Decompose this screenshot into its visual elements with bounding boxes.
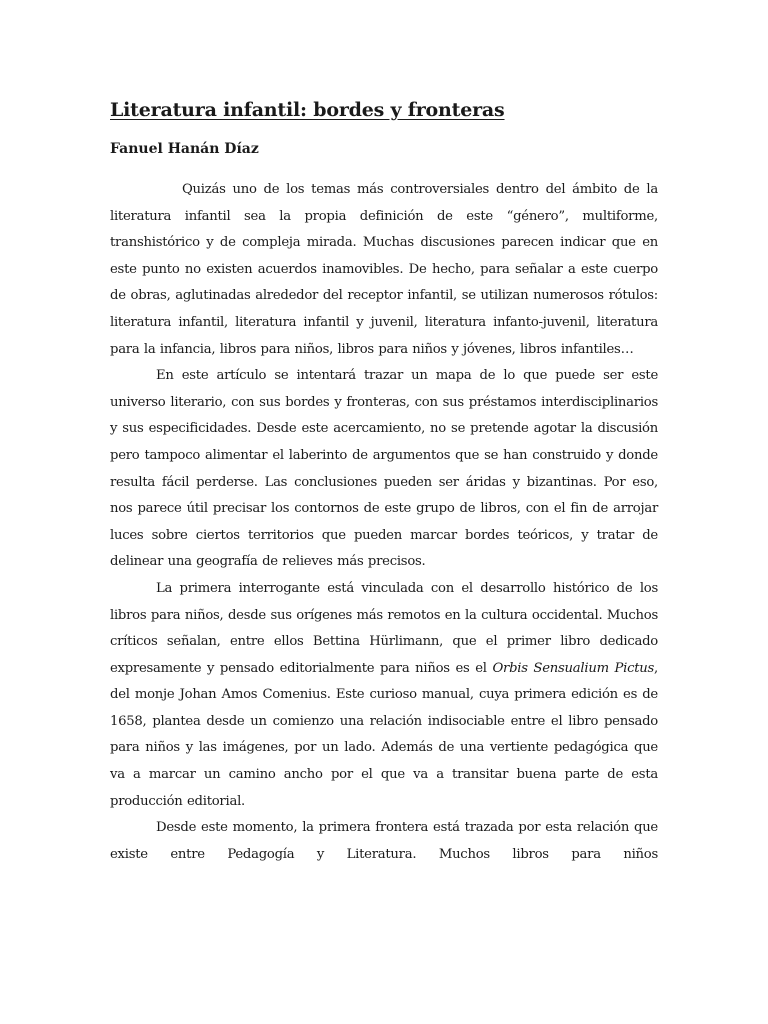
paragraph-2: En este artículo se intentará trazar un mapa de lo que puede ser este universo literario, con sus bordes y fronteras, con sus préstamos interdisciplinarios y sus especificidades. Desde este acercamiento, no se pretende agotar la discusión pero tampoco alimentar el laberinto de argumentos que se han construido y donde resulta fácil perderse. Las conclusiones pueden ser áridas y bizantinas. Por eso, nos parece útil precisar los contornos de este grupo de libros, con el fin de arrojar luces sobre ciertos territorios que pueden marcar bordes teóricos, y tratar de delinear una geografía de relieves más precisos. — [110, 368, 658, 570]
document-author: Fanuel Hanán Díaz — [110, 141, 259, 157]
document-title: Literatura infantil: bordes y fronteras — [110, 99, 505, 121]
paragraph-4: Desde este momento, la primera frontera está trazada por esta relación que existe entre Pedagogía y Literatura. Muchos libros para niños — [110, 820, 658, 862]
book-title-italic: Orbis Sensualium Pictus — [492, 660, 655, 676]
paragraph-3-text-before: La primera interrogante está vinculada con el desarrollo histórico de los libros para niños, desde sus orígenes más remotos en la cultura occidental. Muchos críticos señalan, entre ellos Bettina Hürlimann, que el primer libro dedicado expresamente y pensado editorialmente para niños es el — [110, 580, 658, 676]
paragraph-3-text-after: , del monje Johan Amos Comenius. Este curioso manual, cuya primera edición es de 1658, plantea desde un comienzo una relación indisociable entre el libro pensado para niños y las imágenes, por un lado. Además de una vertiente pedagógica que va a marcar un camino ancho por el que va a transitar buena parte de esta producción editorial. — [110, 660, 658, 809]
paragraph-1: Quizás uno de los temas más controversiales dentro del ámbito de la literatura infantil sea la propia definición de este “género”, multiforme, transhistórico y de compleja mirada. Muchas discusiones parecen indicar que en este punto no existen acuerdos inamovibles. De hecho, para señalar a este cuerpo de obras, aglutinadas alrededor del receptor infantil, se utilizan numerosos rótulos: literatura infantil, literatura infantil y juvenil, literatura infanto-juvenil, literatura para la infancia, libros para niños, libros para niños y jóvenes, libros infantiles… — [110, 182, 658, 357]
document-body — [110, 177, 658, 868]
document-page — [110, 96, 658, 868]
paragraph-3 — [110, 576, 658, 815]
